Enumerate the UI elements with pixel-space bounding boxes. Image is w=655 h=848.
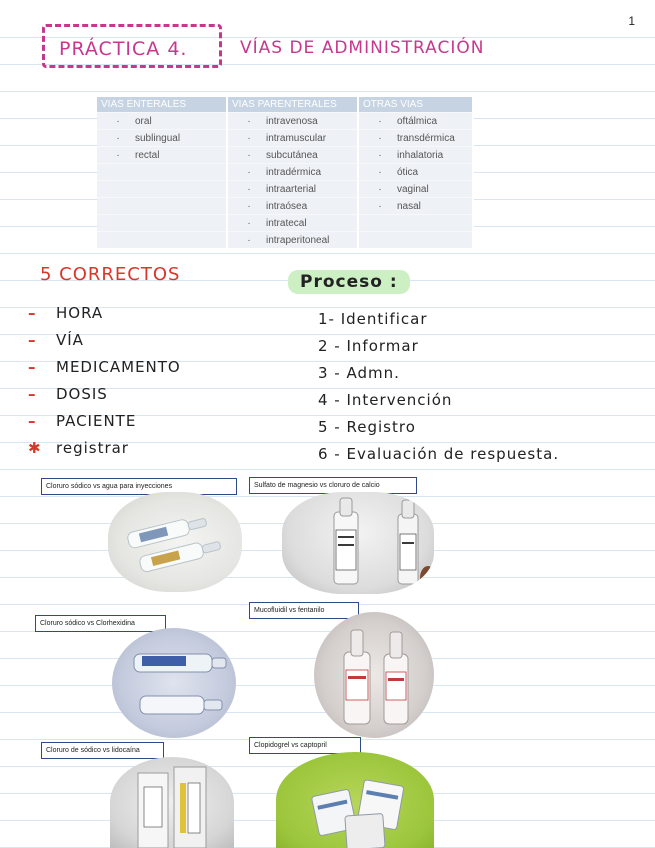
title-row: [42, 24, 602, 64]
page-number: 1: [628, 14, 635, 28]
list-marker: –: [28, 385, 37, 403]
route-name: nasal: [397, 200, 421, 212]
blister-packs-image: [276, 752, 434, 848]
right-text: HORA: [56, 304, 104, 322]
right-text: DOSIS: [56, 385, 108, 403]
ampoules-photo: [314, 612, 434, 738]
route-name: intratecal: [266, 217, 307, 229]
practice-label: PRÁCTICA 4.: [59, 38, 188, 60]
route-name: intraósea: [266, 200, 308, 212]
route-name: inhalatoria: [397, 149, 444, 161]
list-marker: –: [28, 331, 37, 349]
rights-title: 5 CORRECTOS: [40, 264, 181, 285]
bullet-dot: ·: [116, 132, 120, 144]
table-cell: [227, 181, 358, 198]
route-name: oftálmica: [397, 115, 438, 127]
vials-photo: [112, 628, 236, 738]
table-cell: [97, 113, 227, 130]
subject-title: VÍAS DE ADMINISTRACIÓN: [240, 38, 485, 58]
table-cell: [227, 232, 358, 249]
route-name: vaginal: [397, 183, 429, 195]
glass-ampoules-image: [282, 492, 434, 594]
table-cell: [97, 164, 227, 181]
table-cell: [227, 164, 358, 181]
ampoule-vials-image: [108, 492, 242, 592]
plastic-vials-image: [112, 628, 236, 738]
process-step: 1- Identificar: [318, 310, 428, 328]
list-marker: –: [28, 412, 37, 430]
table-row: [97, 130, 473, 147]
process-step: 4 - Intervención: [318, 391, 453, 409]
table-cell: [358, 113, 473, 130]
table-cell: [227, 215, 358, 232]
route-name: transdérmica: [397, 132, 455, 144]
header-enterales: VIAS ENTERALES: [97, 97, 227, 113]
table-cell: [358, 232, 473, 249]
table-cell: [227, 198, 358, 215]
bullet-dot: ·: [378, 200, 382, 212]
table-row: [97, 147, 473, 164]
practice-box: [42, 24, 222, 68]
process-step: 2 - Informar: [318, 337, 419, 355]
table-row: [97, 164, 473, 181]
bullet-dot: ·: [247, 149, 251, 161]
table-cell: [358, 164, 473, 181]
routes-body: [97, 113, 473, 249]
bullet-dot: ·: [247, 200, 251, 212]
table-cell: [97, 147, 227, 164]
table-cell: [227, 130, 358, 147]
route-name: ótica: [397, 166, 419, 178]
list-item: [28, 439, 181, 466]
table-cell: [97, 181, 227, 198]
bullet-dot: ·: [116, 115, 120, 127]
list-item: [28, 304, 181, 331]
header-parenterales: VIAS PARENTERALES: [227, 97, 358, 113]
table-cell: [358, 215, 473, 232]
table-cell: [358, 198, 473, 215]
bullet-dot: ·: [247, 183, 251, 195]
route-name: intramuscular: [266, 132, 327, 144]
bullet-dot: ·: [247, 217, 251, 229]
process-step: 3 - Admn.: [318, 364, 400, 382]
table-row: [97, 215, 473, 232]
list-marker: –: [28, 358, 37, 376]
bullet-dot: ·: [378, 115, 382, 127]
table-header-row: [97, 97, 473, 113]
list-marker: ✱: [28, 439, 42, 457]
process-step: 6 - Evaluación de respuesta.: [318, 445, 560, 463]
table-cell: [97, 198, 227, 215]
ampoule-boxes-image: [110, 757, 234, 848]
bullet-dot: ·: [247, 234, 251, 246]
bullet-dot: ·: [247, 166, 251, 178]
right-text: registrar: [56, 439, 129, 457]
ampoules-photo: [110, 757, 234, 848]
route-name: intravenosa: [266, 115, 318, 127]
bullet-dot: ·: [116, 149, 120, 161]
list-item: [28, 331, 181, 358]
bullet-dot: ·: [378, 166, 382, 178]
process-title: Proceso :: [288, 270, 410, 294]
route-name: rectal: [135, 149, 160, 161]
process-step: 5 - Registro: [318, 418, 416, 436]
bullet-dot: ·: [247, 132, 251, 144]
right-text: PACIENTE: [56, 412, 137, 430]
table-row: [97, 198, 473, 215]
photo-label: Clopidogrel vs captopril: [249, 737, 361, 754]
right-text: VÍA: [56, 331, 84, 349]
table-row: [97, 113, 473, 130]
list-item: [28, 385, 181, 412]
ampoules-photo: [108, 492, 242, 592]
glass-ampoules-image: [314, 612, 434, 738]
process-list: [318, 310, 559, 472]
table-cell: [97, 232, 227, 249]
route-name: intradérmica: [266, 166, 322, 178]
header-otras: OTRAS VIAS: [358, 97, 473, 113]
table-row: [97, 181, 473, 198]
ampoules-photo: [282, 492, 434, 594]
table-cell: [358, 130, 473, 147]
tablets-photo: [276, 752, 434, 848]
rights-list: [28, 304, 181, 466]
route-name: oral: [135, 115, 152, 127]
table-cell: [358, 147, 473, 164]
bullet-dot: ·: [378, 149, 382, 161]
bullet-dot: ·: [378, 183, 382, 195]
route-name: intraperitoneal: [266, 234, 330, 246]
table-cell: [97, 215, 227, 232]
list-marker: –: [28, 304, 37, 322]
route-name: sublingual: [135, 132, 181, 144]
photo-label: Mucofluidil vs fentanilo: [249, 602, 359, 619]
table-cell: [227, 147, 358, 164]
bullet-dot: ·: [247, 115, 251, 127]
list-item: [28, 412, 181, 439]
list-item: [28, 358, 181, 385]
routes-table: [97, 97, 474, 248]
table-cell: [97, 130, 227, 147]
bullet-dot: ·: [378, 132, 382, 144]
table-cell: [358, 181, 473, 198]
photo-label: Cloruro sódico vs Clorhexidina: [35, 615, 166, 632]
photo-label: Sulfato de magnesio vs cloruro de calcio: [249, 477, 417, 494]
photo-label: Cloruro de sódico vs lidocaína: [41, 742, 164, 759]
route-name: subcutánea: [266, 149, 318, 161]
right-text: MEDICAMENTO: [56, 358, 181, 376]
table-row: [97, 232, 473, 249]
route-name: intraarterial: [266, 183, 317, 195]
photo-label: Cloruro sódico vs agua para inyecciones: [41, 478, 237, 495]
table-cell: [227, 113, 358, 130]
